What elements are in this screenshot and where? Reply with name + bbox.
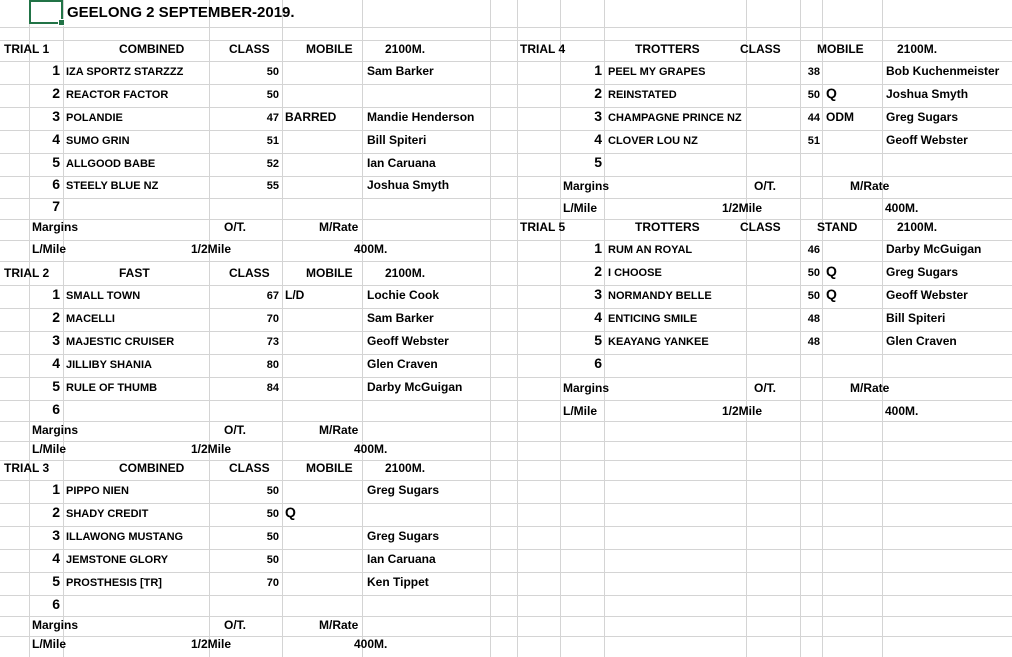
- mile-rate-label: M/Rate: [319, 220, 359, 234]
- horse-name: ILLAWONG MUSTANG: [66, 531, 184, 543]
- horse-name: PIPPO NIEN: [66, 485, 129, 497]
- trial-label: TRIAL 3: [4, 461, 50, 475]
- start-type: MOBILE: [306, 266, 353, 280]
- horse-number: 5: [594, 332, 602, 348]
- start-type: MOBILE: [306, 461, 353, 475]
- start-type: STAND: [817, 220, 858, 234]
- margins-label: Margins: [32, 618, 79, 632]
- margins-label: Margins: [32, 423, 79, 437]
- horse-name: JEMSTONE GLORY: [66, 554, 169, 566]
- sheet-title: GEELONG 2 SEPTEMBER-2019.: [67, 4, 295, 21]
- driver-name: Geoff Webster: [886, 288, 968, 302]
- start-type: MOBILE: [817, 42, 864, 56]
- horse-name: IZA SPORTZ STARZZZ: [66, 66, 184, 78]
- trial-label: TRIAL 4: [520, 42, 566, 56]
- horse-number: 4: [52, 355, 60, 371]
- horse-class: 44: [807, 112, 820, 124]
- driver-name: Geoff Webster: [886, 133, 968, 147]
- class-header: CLASS: [229, 461, 270, 475]
- mile-rate-label: M/Rate: [850, 381, 890, 395]
- trial-label: TRIAL 5: [520, 220, 566, 234]
- horse-class: 46: [807, 244, 820, 256]
- class-header: CLASS: [229, 42, 270, 56]
- horse-class: 50: [807, 89, 820, 101]
- driver-name: Bill Spiteri: [367, 133, 427, 147]
- driver-name: Bill Spiteri: [886, 311, 946, 325]
- horse-name: JILLIBY SHANIA: [66, 359, 152, 371]
- horse-name: CHAMPAGNE PRINCE NZ: [608, 112, 742, 124]
- horse-name: SUMO GRIN: [66, 135, 130, 147]
- horse-name: CLOVER LOU NZ: [608, 135, 698, 147]
- horse-note: Q: [826, 263, 837, 279]
- margins-label: Margins: [563, 381, 610, 395]
- trial-type: COMBINED: [119, 461, 185, 475]
- horse-number: 2: [594, 85, 602, 101]
- horse-number: 3: [52, 108, 60, 124]
- overall-time-label: O/T.: [224, 423, 247, 437]
- half-mile-label: 1/2Mile: [191, 242, 232, 256]
- horse-number: 2: [52, 504, 60, 520]
- horse-name: REACTOR FACTOR: [66, 89, 169, 101]
- horse-class: 80: [266, 359, 279, 371]
- horse-number: 6: [52, 401, 60, 417]
- horse-class: 50: [266, 531, 279, 543]
- driver-name: Geoff Webster: [367, 334, 449, 348]
- selected-cell[interactable]: [29, 0, 63, 24]
- trial-type: TROTTERS: [635, 220, 700, 234]
- margins-label: Margins: [563, 179, 610, 193]
- driver-name: Ian Caruana: [367, 156, 436, 170]
- driver-name: Ian Caruana: [367, 552, 436, 566]
- horse-number: 4: [52, 550, 60, 566]
- overall-time-label: O/T.: [224, 220, 247, 234]
- horse-number: 2: [52, 309, 60, 325]
- horse-number: 3: [594, 286, 602, 302]
- horse-number: 6: [52, 596, 60, 612]
- horse-name: KEAYANG YANKEE: [608, 336, 709, 348]
- driver-name: Greg Sugars: [367, 483, 440, 497]
- horse-name: POLANDIE: [66, 112, 123, 124]
- last-400m-label: 400M.: [354, 242, 388, 256]
- horse-number: 1: [594, 62, 602, 78]
- horse-number: 3: [52, 527, 60, 543]
- horse-name: REINSTATED: [608, 89, 677, 101]
- lead-mile-label: L/Mile: [32, 242, 67, 256]
- horse-class: 48: [807, 336, 820, 348]
- driver-name: Mandie Henderson: [367, 110, 475, 124]
- horse-class: 50: [266, 554, 279, 566]
- lead-mile-label: L/Mile: [32, 442, 67, 456]
- horse-number: 5: [52, 378, 60, 394]
- driver-name: Darby McGuigan: [367, 380, 463, 394]
- horse-number: 1: [594, 240, 602, 256]
- horse-class: 47: [266, 112, 279, 124]
- driver-name: Joshua Smyth: [886, 87, 969, 101]
- horse-class: 51: [807, 135, 820, 147]
- mile-rate-label: M/Rate: [319, 423, 359, 437]
- horse-name: RUM AN ROYAL: [608, 244, 693, 256]
- horse-note: BARRED: [285, 110, 337, 124]
- driver-name: Glen Craven: [886, 334, 957, 348]
- horse-name: ALLGOOD BABE: [66, 158, 156, 170]
- half-mile-label: 1/2Mile: [722, 201, 763, 215]
- driver-name: Bob Kuchenmeister: [886, 64, 1000, 78]
- last-400m-label: 400M.: [354, 637, 388, 651]
- horse-number: 1: [52, 481, 60, 497]
- overall-time-label: O/T.: [754, 179, 777, 193]
- horse-number: 6: [52, 176, 60, 192]
- horse-class: 70: [266, 313, 279, 325]
- horse-class: 73: [266, 336, 279, 348]
- driver-name: Sam Barker: [367, 311, 434, 325]
- horse-class: 55: [266, 180, 279, 192]
- horse-name: NORMANDY BELLE: [608, 290, 712, 302]
- horse-number: 5: [52, 154, 60, 170]
- horse-number: 6: [594, 355, 602, 371]
- horse-name: SHADY CREDIT: [66, 508, 149, 520]
- horse-number: 2: [594, 263, 602, 279]
- lead-mile-label: L/Mile: [32, 637, 67, 651]
- horse-note: L/D: [285, 288, 305, 302]
- horse-number: 4: [594, 131, 602, 147]
- trial-label: TRIAL 2: [4, 266, 50, 280]
- trial-distance: 2100M.: [897, 42, 938, 56]
- driver-name: Joshua Smyth: [367, 178, 450, 192]
- trial-type: FAST: [119, 266, 150, 280]
- horse-class: 52: [266, 158, 279, 170]
- driver-name: Greg Sugars: [886, 265, 959, 279]
- horse-name: I CHOOSE: [608, 267, 662, 279]
- horse-name: RULE OF THUMB: [66, 382, 158, 394]
- horse-class: 50: [266, 89, 279, 101]
- start-type: MOBILE: [306, 42, 353, 56]
- horse-number: 5: [52, 573, 60, 589]
- horse-class: 50: [807, 290, 820, 302]
- horse-class: 48: [807, 313, 820, 325]
- driver-name: Ken Tippet: [367, 575, 429, 589]
- trial-type: COMBINED: [119, 42, 185, 56]
- horse-name: STEELY BLUE NZ: [66, 180, 159, 192]
- overall-time-label: O/T.: [754, 381, 777, 395]
- mile-rate-label: M/Rate: [850, 179, 890, 193]
- horse-note: ODM: [826, 110, 854, 124]
- horse-name: ENTICING SMILE: [608, 313, 698, 325]
- horse-class: 50: [266, 485, 279, 497]
- overall-time-label: O/T.: [224, 618, 247, 632]
- trial-distance: 2100M.: [385, 461, 426, 475]
- horse-class: 51: [266, 135, 279, 147]
- lead-mile-label: L/Mile: [563, 404, 598, 418]
- half-mile-label: 1/2Mile: [722, 404, 763, 418]
- lead-mile-label: L/Mile: [563, 201, 598, 215]
- driver-name: Greg Sugars: [886, 110, 959, 124]
- horse-number: 1: [52, 62, 60, 78]
- horse-number: 3: [594, 108, 602, 124]
- half-mile-label: 1/2Mile: [191, 637, 232, 651]
- horse-number: 4: [52, 131, 60, 147]
- trial-distance: 2100M.: [385, 266, 426, 280]
- trial-type: TROTTERS: [635, 42, 700, 56]
- mile-rate-label: M/Rate: [319, 618, 359, 632]
- last-400m-label: 400M.: [885, 201, 919, 215]
- horse-class: 38: [807, 66, 820, 78]
- trial-distance: 2100M.: [385, 42, 426, 56]
- driver-name: Glen Craven: [367, 357, 438, 371]
- class-header: CLASS: [740, 220, 781, 234]
- horse-number: 7: [52, 198, 60, 214]
- trial-label: TRIAL 1: [4, 42, 50, 56]
- driver-name: Darby McGuigan: [886, 242, 982, 256]
- driver-name: Greg Sugars: [367, 529, 440, 543]
- horse-note: Q: [285, 504, 296, 520]
- horse-class: 50: [266, 66, 279, 78]
- horse-class: 70: [266, 577, 279, 589]
- horse-number: 3: [52, 332, 60, 348]
- class-header: CLASS: [740, 42, 781, 56]
- horse-name: PEEL MY GRAPES: [608, 66, 706, 78]
- horse-name: PROSTHESIS [TR]: [66, 577, 162, 589]
- horse-class: 50: [266, 508, 279, 520]
- margins-label: Margins: [32, 220, 79, 234]
- horse-number: 5: [594, 154, 602, 170]
- horse-number: 2: [52, 85, 60, 101]
- horse-name: MACELLI: [66, 313, 115, 325]
- horse-name: SMALL TOWN: [66, 290, 141, 302]
- horse-number: 4: [594, 309, 602, 325]
- horse-number: 1: [52, 286, 60, 302]
- driver-name: Lochie Cook: [367, 288, 440, 302]
- horse-note: Q: [826, 85, 837, 101]
- trial-distance: 2100M.: [897, 220, 938, 234]
- last-400m-label: 400M.: [354, 442, 388, 456]
- horse-class: 84: [266, 382, 279, 394]
- horse-class: 67: [266, 290, 279, 302]
- class-header: CLASS: [229, 266, 270, 280]
- half-mile-label: 1/2Mile: [191, 442, 232, 456]
- horse-note: Q: [826, 286, 837, 302]
- driver-name: Sam Barker: [367, 64, 434, 78]
- horse-class: 50: [807, 267, 820, 279]
- last-400m-label: 400M.: [885, 404, 919, 418]
- horse-name: MAJESTIC CRUISER: [66, 336, 175, 348]
